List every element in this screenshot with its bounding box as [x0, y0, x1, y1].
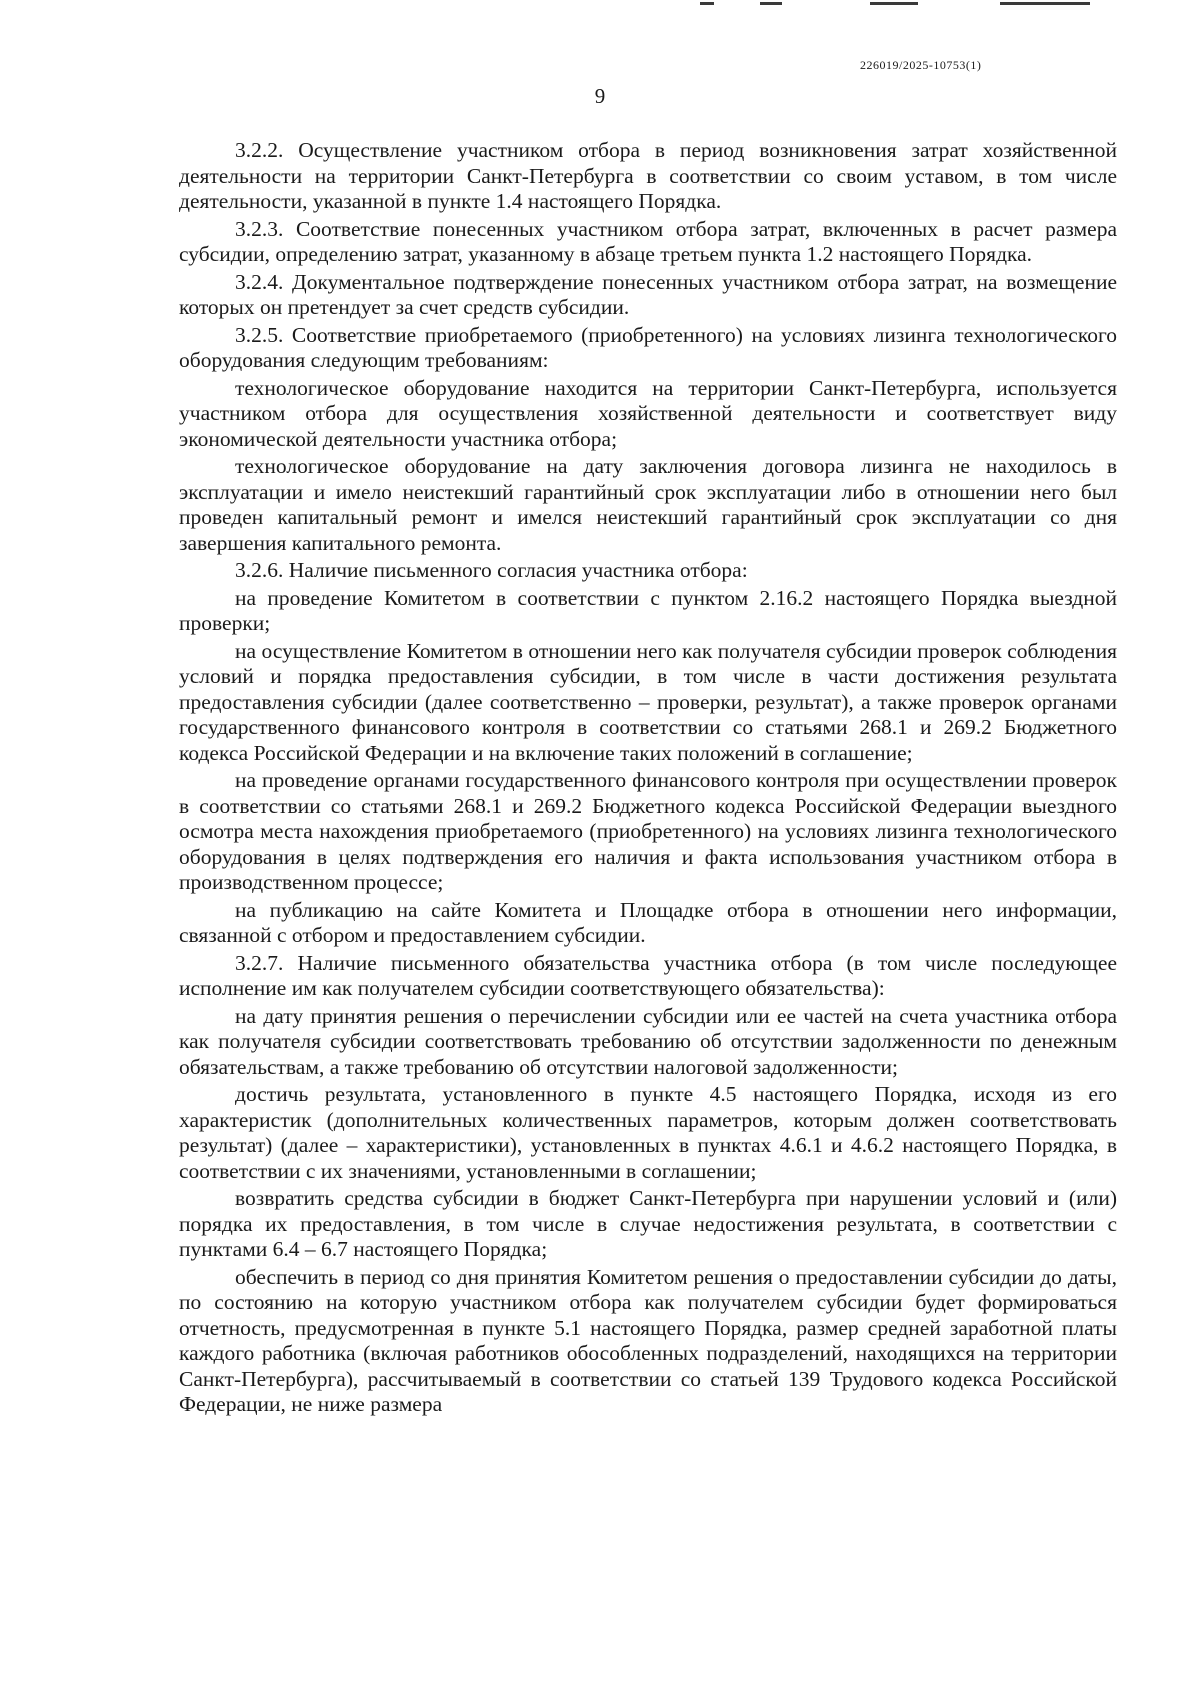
paragraph: на дату принятия решения о перечислении субсидии или ее частей на счета участника отбора как получателя субсидии соответствовать требованию об отсутствии задолженности по денежным обязательствам, а также требованию об отсутствии налоговой задолженности; [179, 1003, 1117, 1079]
paragraph: 3.2.5. Соответствие приобретаемого (приобретенного) на условиях лизинга технологического оборудования следующим требованиям: [179, 322, 1117, 372]
paragraph: на публикацию на сайте Комитета и Площадке отбора в отношении него информации, связанной с отбором и предоставлением субсидии. [179, 897, 1117, 947]
paragraph: на проведение Комитетом в соответствии с пунктом 2.16.2 настоящего Порядка выездной проверки; [179, 585, 1117, 635]
document-body [179, 138, 1117, 1420]
document-registration-number: 226019/2025-10753(1) [860, 58, 982, 72]
paragraph: технологическое оборудование находится на территории Санкт-Петербурга, используется участником отбора для осуществления хозяйственной деятельности и соответствует виду экономической деятельности участника отбора; [179, 375, 1117, 451]
scan-mark [1000, 2, 1090, 5]
paragraph: 3.2.6. Наличие письменного согласия участника отбора: [235, 558, 748, 582]
paragraph: на проведение органами государственного финансового контроля при осуществлении проверок в соответствии со статьями 268.1 и 269.2 Бюджетного кодекса Российской Федерации выездного осмотра места нахождения приобретаемого (приобретенного) на условиях лизинга технологического оборудования в целях подтверждения его наличия и факта использования участником отбора в производственном процессе; [179, 768, 1117, 894]
paragraph: на осуществление Комитетом в отношении него как получателя субсидии проверок соблюдения условий и порядка предоставления субсидии, в том числе в части достижения результата предоставления субсидии (далее соответственно – проверки, результат), а также проверок органами государственного финансового контроля в соответствии со статьями 268.1 и 269.2 Бюджетного кодекса Российской Федерации и на включение таких положений в соглашение; [179, 638, 1117, 765]
paragraph: 3.2.7. Наличие письменного обязательства участника отбора (в том числе последующее исполнение им как получателем субсидии соответствующего обязательства): [179, 950, 1117, 1000]
scan-mark [870, 2, 918, 5]
paragraph: технологическое оборудование на дату заключения договора лизинга не находилось в эксплуатации и имело неистекший гарантийный срок эксплуатации либо в отношении него был проведен капитальный ремонт и имелся неистекший гарантийный срок эксплуатации со дня завершения капитального ремонта. [179, 454, 1117, 555]
scan-mark [700, 2, 714, 5]
paragraph: обеспечить в период со дня принятия Комитетом решения о предоставлении субсидии до даты, по состоянию на которую участником отбора как получателем субсидии будет формироваться отчетность, предусмотренная в пункте 5.1 настоящего Порядка, размер средней заработной платы каждого работника (включая работников обособленных подразделений, находящихся на территории Санкт-Петербурга), рассчитываемый в соответствии со статьей 139 Трудового кодекса Российской Федерации, не ниже размера [179, 1264, 1117, 1416]
paragraph: возвратить средства субсидии в бюджет Санкт-Петербурга при нарушении условий и (или) порядка их предоставления, в том числе в случае недостижения результата, в соответствии с пунктами 6.4 – 6.7 настоящего Порядка; [179, 1186, 1117, 1261]
scan-artifact-marks [700, 0, 1140, 10]
paragraph: достичь результата, установленного в пункте 4.5 настоящего Порядка, исходя из его характеристик (дополнительных количественных параметров, которым должен соответствовать результат) (далее – характеристики), установленных в пунктах 4.6.1 и 4.6.2 настоящего Порядка, в соответствии с их значениями, установленными в соглашении; [179, 1082, 1117, 1183]
page-number: 9 [594, 84, 606, 108]
paragraph: 3.2.3. Соответствие понесенных участником отбора затрат, включенных в расчет размера субсидии, определению затрат, указанному в абзаце третьем пункта 1.2 настоящего Порядка. [179, 216, 1117, 266]
paragraph: 3.2.4. Документальное подтверждение понесенных участником отбора затрат, на возмещение которых он претендует за счет средств субсидии. [179, 269, 1117, 319]
paragraph: 3.2.2. Осуществление участником отбора в период возникновения затрат хозяйственной деятельности на территории Санкт-Петербурга в соответствии со своим уставом, в том числе деятельности, указанной в пункте 1.4 настоящего Порядка. [179, 138, 1117, 213]
scan-mark [760, 2, 782, 5]
